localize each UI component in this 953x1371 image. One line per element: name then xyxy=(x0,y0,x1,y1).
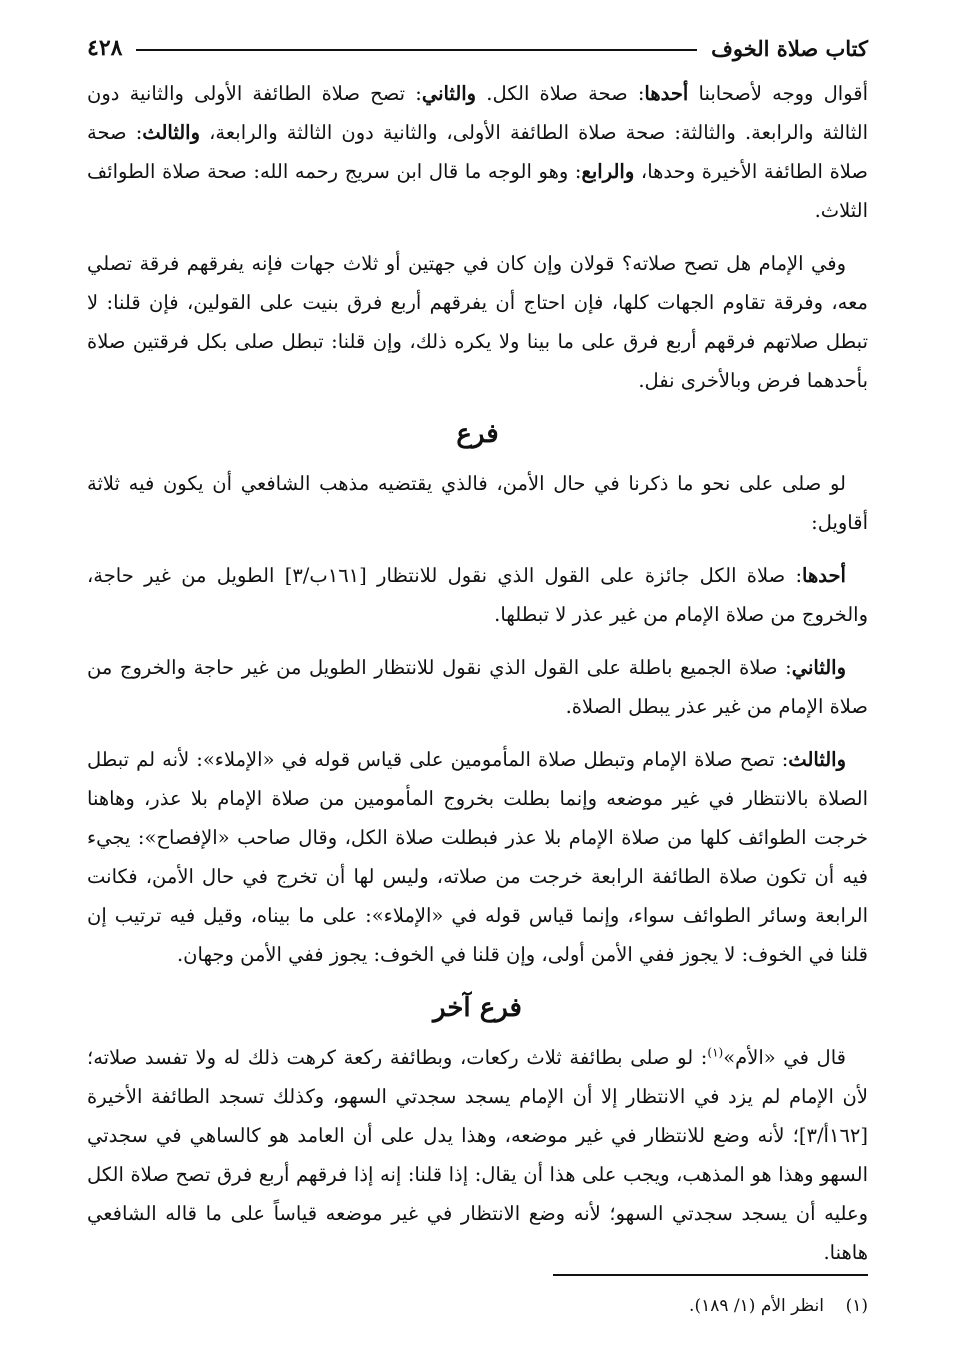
bold-label: أحدها xyxy=(644,82,689,105)
text-run: وفي الإمام هل تصح صلاته؟ قولان وإن كان في جهتين أو ثلاث جهات فإنه يفرقهم فرقة تصلي معه، وفرقة تقاوم الجهات كلها، فإن احتاج أن يفرقهم أربع فرق بنيت على القولين، فإن قلنا: لا تبطل صلاتهم فرقهم أربع فرق على ما بينا ولا يكره ذلك، وإن قلنا: تبطل صلى بكل فرقتين صلاة بأحدهما فرض وبالأخرى نفل. xyxy=(87,252,868,392)
section-heading: فرع آخر xyxy=(433,993,522,1023)
paragraph xyxy=(87,648,868,726)
section-heading: فرع xyxy=(456,419,499,449)
footnote-marker: (١) xyxy=(845,1296,868,1316)
paragraph xyxy=(87,244,868,400)
bold-label: والرابع xyxy=(581,160,635,183)
text-run: : تصح صلاة الطائفة الأولى والثانية دون الثالثة والرابعة. والثالثة: صحة صلاة الطائفة الأولى، والثانية دون الثالثة والرابعة، xyxy=(87,82,868,144)
footnote-reference: (١) xyxy=(707,1045,724,1060)
bold-label: أحدها xyxy=(802,564,846,587)
footnote xyxy=(689,1292,868,1320)
bold-label: والثاني xyxy=(421,82,477,105)
bold-label: والثالث xyxy=(788,748,846,771)
paragraph xyxy=(87,464,868,542)
text-run: : صحة صلاة الكل. xyxy=(476,82,645,105)
bold-label: والثالث xyxy=(142,121,200,144)
paragraph xyxy=(87,74,868,230)
running-title: كتاب صلاة الخوف xyxy=(711,35,868,61)
page-body xyxy=(87,74,868,1272)
text-run: : صحة صلاة الطائفة الأخيرة وحدها، xyxy=(87,121,868,183)
book-page xyxy=(87,30,868,1350)
footnote-separator xyxy=(553,1274,868,1276)
text-run: : لو صلى بطائفة ثلاث ركعات، وبطائفة ركعة كرهت ذلك له ولا تفسد صلاته؛ لأن الإمام لم يزد في الانتظار إلا أن الإمام يسجد سجدتي السهو، وكذلك تسجد الطائفة الأخيرة [١٦٢أ/٣]؛ لأنه وضع للانتظار في غير موضعه، وهذا يدل على أن العامد هو كالساهي في سجدتي السهو وهذا هو المذهب، ويجب على هذا أن يقال: إذا قلنا: إنه إذا فرقهم أربع فرق تصح صلاة الكل وعليه أن يسجد سجدتي السهو؛ لأنه وضع الانتظار في غير موضعه قياساً على ما قاله الشافعي هاهنا. xyxy=(87,1046,868,1264)
text-run: لو صلى على نحو ما ذكرنا في حال الأمن، فالذي يقتضيه مذهب الشافعي أن يكون فيه ثلاثة أقاويل: xyxy=(87,472,868,534)
paragraph xyxy=(87,740,868,974)
text-run: : صلاة الجميع باطلة على القول الذي نقول للانتظار الطويل من غير حاجة والخروج من صلاة الإمام من غير عذر يبطل الصلاة. xyxy=(87,656,868,718)
text-run: قال في «الأم» xyxy=(723,1046,846,1069)
page-number: ٤٢٨ xyxy=(87,35,123,61)
text-run: : وهو الوجه ما قال ابن سريج رحمه الله: صحة صلاة الطوائف الثلاث. xyxy=(87,160,868,222)
page-header xyxy=(87,30,868,66)
paragraph xyxy=(87,1038,868,1272)
text-run: : تصح صلاة الإمام وتبطل صلاة المأمومين على قياس قوله في «الإملاء»: لأنه لم تبطل الصلاة بالانتظار في غير موضعه وإنما بطلت بخروج المأمومين من صلاة الإمام بلا عذر، وهاهنا خرجت الطوائف كلها من صلاة الإمام بلا عذر فبطلت صلاة الكل، وقال صاحب «الإفصاح»: يجيء فيه أن تكون صلاة الطائفة الرابعة خرجت من صلاته، وليس لها أن تخرج في حال الأمن، فكانت الرابعة وسائر الطوائف سواء، وإنما قياس قوله في «الإملاء»: على ما بيناه، وقيل فيه ترتيب إن قلنا في الخوف: لا يجوز ففي الأمن أولى، وإن قلنا في الخوف: يجوز ففي الأمن وجهان. xyxy=(87,748,868,966)
paragraph xyxy=(87,556,868,634)
bold-label: والثاني xyxy=(791,656,846,679)
footnote-text: انظر الأم (١/ ١٨٩). xyxy=(689,1296,824,1316)
text-run: : صلاة الكل جائزة على القول الذي نقول للانتظار [١٦١ب/٣] الطويل من غير حاجة، والخروج من صلاة الإمام من غير عذر لا تبطلها. xyxy=(87,564,868,626)
text-run: أقوال ووجه لأصحابنا xyxy=(688,82,869,105)
header-rule xyxy=(136,49,697,51)
